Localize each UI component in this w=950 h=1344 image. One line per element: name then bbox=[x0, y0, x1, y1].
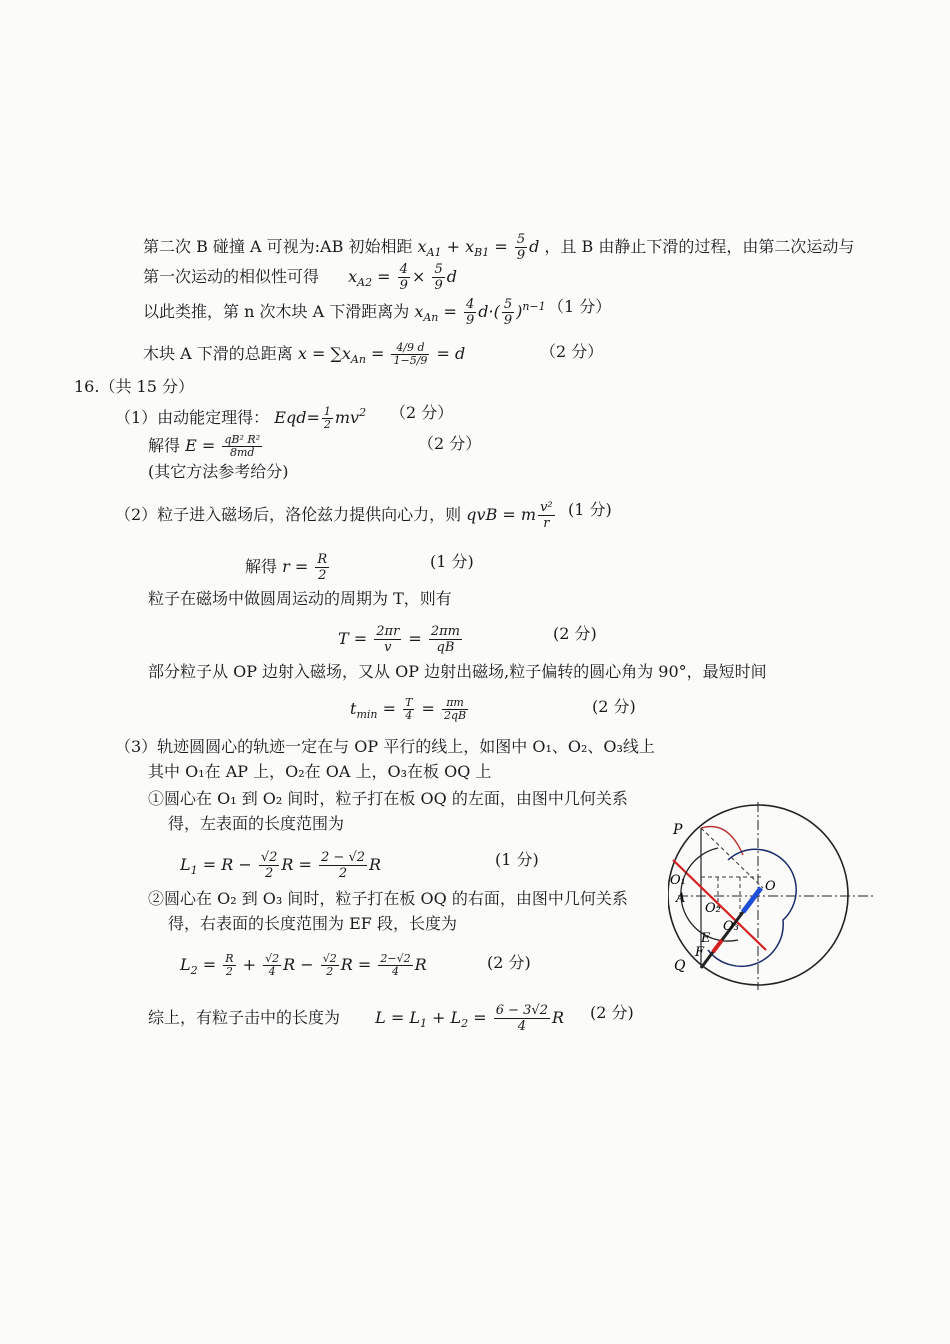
text-line: ①圆心在 O₁ 到 O₂ 间时，粒子打在板 OQ 的左面，由图中几何关系 bbox=[148, 789, 628, 808]
fraction: $\frac{4}{9}$ bbox=[399, 262, 408, 293]
equation: $x_{A1} + x_{B1}$ = $\frac{5}{9}$ d bbox=[417, 232, 545, 263]
equation: qvB = m $\frac{\text{v²}}{r}$ bbox=[466, 500, 553, 531]
score-label: (2 分) bbox=[592, 697, 636, 716]
equation: $L_2$ = $\frac{R}{2}$ + $\frac{√2}{4}$ R − $\frac{√2}{2}$ R = $\frac{2-√2}{4}$ R bbox=[180, 952, 427, 978]
fraction: $\frac{√2}{2}$ bbox=[260, 850, 278, 881]
fraction: $\frac{5}{9}$ bbox=[434, 262, 443, 293]
fraction: $\frac{4}{9}$ bbox=[465, 297, 475, 328]
equation: $L_1 = R$ − $\frac{√2}{2}$ R = $\frac{2 - √2}{2}$ R bbox=[180, 850, 382, 881]
label-o2: O₂ bbox=[705, 901, 721, 916]
text-line: （3）轨迹圆圆心的轨迹一定在与 OP 平行的线上，如图中 O₁、O₂、O₃线上 bbox=[115, 737, 655, 756]
label-o1: O₁ bbox=[670, 873, 686, 888]
text-line: 粒子在磁场中做圆周运动的周期为 T，则有 bbox=[148, 589, 452, 608]
score-label: （2 分） bbox=[540, 342, 604, 361]
text-line: 得，左表面的长度范围为 bbox=[168, 814, 345, 833]
fraction: $\frac{2\pi m}{qB}$ bbox=[430, 624, 461, 655]
hit-segment-ef bbox=[713, 940, 722, 952]
fraction: $\frac{\text{v²}}{r}$ bbox=[540, 500, 553, 531]
text-line: 第二次 B 碰撞 A 可视为:AB 初始相距 $x_{A1} + x_{B1}$ = $\frac{5}{9}$ d ，且 B 由静止下滑的过程，由第二次运动与 bbox=[143, 232, 855, 263]
equation: $L = L_1 + L_2$ = $\frac{6 - 3√2}{4}$ R bbox=[375, 1003, 565, 1034]
fraction: $\frac{6 - 3√2}{4}$ bbox=[495, 1003, 548, 1034]
text-line: 综上，有粒子击中的长度为 $L = L_1 + L_2$ = $\frac{6 - 3√2}{4}$ R bbox=[148, 1003, 565, 1034]
question-heading: 16.（共 15 分） bbox=[74, 377, 194, 396]
trajectory-arc-1 bbox=[701, 827, 743, 855]
fraction: $\frac{T}{4}$ bbox=[405, 696, 413, 722]
geometry-figure bbox=[668, 800, 878, 995]
text-line: 解得 E = $\frac{\text{qB² R²}}{8md}$ bbox=[148, 434, 264, 459]
label-o: O bbox=[765, 879, 776, 894]
equation: $t_{min}$ = $\frac{T}{4}$ = $\frac{\pi m}{2qB}$ bbox=[350, 696, 467, 722]
label-e: E bbox=[701, 931, 711, 946]
score-label: (1 分) bbox=[568, 500, 612, 519]
fraction: $\frac{5}{9}$ bbox=[516, 232, 526, 263]
fraction: $\frac{R}{2}$ bbox=[317, 552, 328, 583]
text-line: 解得 r = $\frac{R}{2}$ bbox=[245, 552, 331, 583]
equation: $x = \sum x_{An}$ = $\frac{4/9 d}{1-5/9}$ = d bbox=[297, 341, 466, 367]
score-label: （2 分） bbox=[390, 403, 454, 422]
equation: $x_{An}$ = $\frac{4}{9}$ d·( $\frac{5}{9}$ )$^{n-1}$ bbox=[414, 297, 546, 328]
label-q: Q bbox=[674, 958, 686, 974]
equation: $x_{A2}$ = $\frac{4}{9}$ × $\frac{5}{9}$ d bbox=[348, 262, 457, 293]
text-line: （1）由动能定理得： Eqd= $\frac{1}{2}$ $mv^2$ bbox=[115, 405, 367, 431]
fraction: $\frac{R}{2}$ bbox=[225, 952, 234, 978]
text-line: 以此类推，第 n 次木块 A 下滑距离为 $x_{An}$ = $\frac{4}{9}$ d·( $\frac{5}{9}$ )$^{n-1}$ bbox=[143, 297, 546, 328]
fraction: $\frac{2\pi r}{v}$ bbox=[376, 624, 400, 655]
label-p: P bbox=[673, 822, 683, 838]
score-label: （1 分） bbox=[548, 297, 612, 316]
text-line: （2）粒子进入磁场后，洛伦兹力提供向心力，则 qvB = m $\frac{\text{v²}}{r}$ bbox=[115, 500, 557, 531]
fraction: $\frac{4/9 d}{1-5/9}$ bbox=[393, 341, 428, 367]
score-label: (2 分) bbox=[590, 1003, 634, 1022]
score-label: （2 分） bbox=[418, 434, 482, 453]
score-label: (2 分) bbox=[553, 624, 597, 643]
score-label: (1 分) bbox=[495, 850, 539, 869]
text-line: 部分粒子从 OP 边射入磁场，又从 OP 边射出磁场,粒子偏转的圆心角为 90°，最短时间 bbox=[148, 662, 767, 681]
label-f: F bbox=[695, 945, 705, 960]
fraction: $\frac{1}{2}$ bbox=[323, 405, 331, 431]
text-line: 其中 O₁在 AP 上，O₂在 OA 上，O₃在板 OQ 上 bbox=[148, 762, 492, 781]
fraction: $\frac{\text{qB² R²}}{8md}$ bbox=[224, 433, 261, 459]
score-label: (2 分) bbox=[487, 953, 531, 972]
fraction: $\frac{2-√2}{4}$ bbox=[380, 952, 411, 978]
text-line: ②圆心在 O₂ 到 O₃ 间时，粒子打在板 OQ 的右面，由图中几何关系 bbox=[148, 889, 628, 908]
fraction: $\frac{√2}{2}$ bbox=[322, 952, 337, 978]
text-line: 木块 A 下滑的总距离 $x = \sum x_{An}$ = $\frac{4/9 d}{1-5/9}$ = d bbox=[143, 341, 466, 367]
text-line: 得，右表面的长度范围为 EF 段，长度为 bbox=[168, 914, 457, 933]
note: (其它方法参考给分) bbox=[148, 462, 289, 481]
text-line: 第一次运动的相似性可得 $x_{A2}$ = $\frac{4}{9}$ × $\frac{5}{9}$ d bbox=[143, 262, 457, 293]
equation: E = $\frac{\text{qB² R²}}{8md}$ bbox=[185, 433, 261, 459]
score-label: (1 分) bbox=[430, 552, 474, 571]
label-a: A bbox=[676, 891, 686, 906]
fraction: $\frac{2 - √2}{2}$ bbox=[321, 850, 365, 881]
equation: Eqd= $\frac{1}{2}$ $mv^2$ bbox=[274, 405, 367, 431]
equation: T = $\frac{2\pi r}{v}$ = $\frac{2\pi m}{qB}$ bbox=[338, 624, 461, 655]
fraction: $\frac{√2}{4}$ bbox=[265, 952, 280, 978]
label-o3: O₃ bbox=[723, 919, 739, 934]
equation: r = $\frac{R}{2}$ bbox=[282, 552, 328, 583]
fraction: $\frac{5}{9}$ bbox=[503, 297, 513, 328]
fraction: $\frac{\pi m}{2qB}$ bbox=[443, 696, 467, 722]
